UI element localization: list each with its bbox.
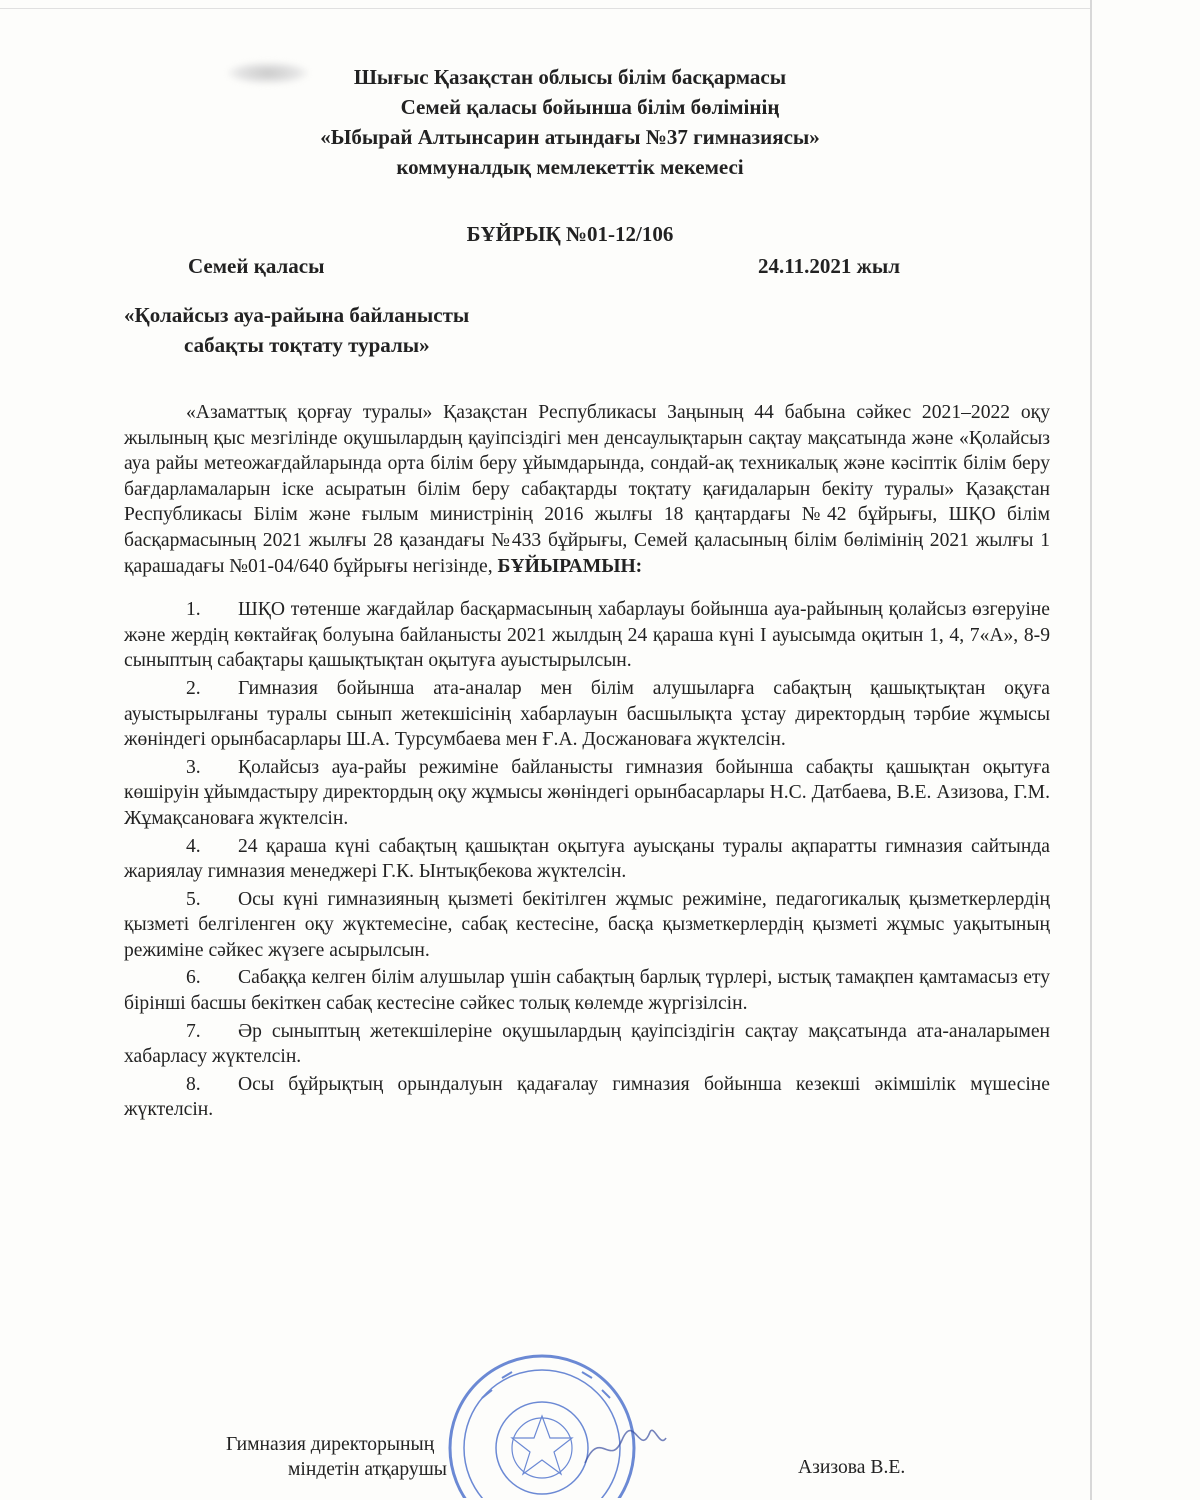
item-text: Қолайсыз ауа-райы режиміне байланысты гимназия бойынша сабақты қашықтан оқытуға көшіруін ұйымдастыру директордың оқу жұмысы жөніндегі орынбасарлары Н.С. Датбаева, В.Е. Азизова, Г.М. Жұмақсановаға жүктелсін.	[124, 756, 1050, 829]
header-line-4: коммуналдық мемлекеттік мекемесі	[396, 155, 744, 179]
item-number: 7.	[186, 1020, 201, 1042]
item-number: 2.	[186, 677, 201, 699]
header-line-3: «Ыбырай Алтынсарин атындағы №37 гимназиясы»	[320, 125, 820, 149]
order-item	[124, 597, 1050, 674]
subject-line-1: «Қолайсыз ауа-райына байланысты	[124, 303, 470, 327]
handwritten-signature-icon	[580, 1418, 670, 1478]
item-number: 6.	[186, 967, 201, 989]
scan-border-top	[0, 8, 1090, 9]
item-number: 4.	[186, 835, 201, 857]
item-number: 1.	[186, 599, 201, 621]
intro-text: «Азаматтық қорғау туралы» Қазақстан Республикасы Заңының 44 бабына сәйкес 2021–2022 оқу жылының қыс мезгілінде оқушылардың қауіпсіздігі мен денсаулықтарын сақтау мақсатында және «Қолайсыз ауа райы метеожағдайларында орта білім беру ұйымдарында, сондай-ақ техникалық және кәсіптік білім беру бағдарламаларын іске асыратын білім беру сабақтарды тоқтату қағидаларын бекіту туралы» Қазақстан Республикасы Білім және ғылым министрінің 2016 жылғы 18 қаңтардағы №42 бұйрығы, ШҚО білім басқармасының 2021 жылғы 28 қазандағы №433 бұйрығы, Семей қаласының білім бөлімінің 2021 жылғы 1 қарашадағы №01-04/640 бұйрығы негізінде,	[124, 402, 1050, 577]
order-title: БҰЙРЫҚ №01-12/106	[466, 222, 674, 246]
item-number: 3.	[186, 756, 201, 778]
item-text: 24 қараша күні сабақтың қашықтан оқытуға ауысқаны туралы ақпаратты гимназия сайтында жариялау гимназия менеджері Г.К. Ынтықбекова жүктелсін.	[124, 835, 1050, 883]
signatory-name: Азизова В.Е.	[798, 1457, 906, 1478]
item-text: Сабаққа келген білім алушылар үшін сабақтың барлық түрлері, ыстық тамақпен қамтамасыз ету бірінші басшы бекіткен сабақ кестесіне сәйкес толық көлемде жүргізілсін.	[124, 967, 1050, 1015]
item-text: Гимназия бойынша ата-аналар мен білім алушыларға сабақтың қашықтықтан оқуға ауыстырылғаны туралы сынып жетекшісінің хабарлауын басшылықта ұстау директордың тәрбие жұмысы жөніндегі орынбасарлары Ш.А. Турсумбаева мен Ғ.А. Досжановаға жүктелсін.	[124, 677, 1050, 751]
order-item	[124, 1072, 1050, 1123]
intro-paragraph	[124, 400, 1050, 579]
order-date: 24.11.2021 жыл	[758, 254, 900, 278]
order-subject	[124, 300, 469, 360]
item-text: Әр сыныптың жетекшілеріне оқушылардың қауіпсіздігін сақтау мақсатында ата-аналарымен хабарласу жүктелсін.	[124, 1020, 1050, 1068]
item-number: 8.	[186, 1073, 201, 1095]
order-item	[124, 834, 1050, 885]
order-item	[124, 887, 1050, 964]
intro-emphasis: БҰЙЫРАМЫН:	[497, 555, 643, 577]
subject-line-2: сабақты тоқтату туралы»	[184, 333, 430, 357]
header-line-2: Семей қаласы бойынша білім бөлімінің	[400, 95, 780, 119]
signatory-title-line-1: Гимназия директорының	[226, 1434, 435, 1455]
order-item	[124, 755, 1050, 832]
order-item	[124, 1019, 1050, 1070]
order-item	[124, 676, 1050, 753]
order-body	[124, 400, 1050, 1125]
header-line-1: Шығыс Қазақстан облысы білім басқармасы	[353, 65, 787, 89]
order-items	[124, 597, 1050, 1123]
item-text: ШҚО төтенше жағдайлар басқармасының хабарлауы бойынша ауа-райының қолайсыз өзгеруіне және жердің көктайғақ болуына байланысты 2021 жылдың 24 қараша күні І ауысымда оқитын 1, 4, 7«А», 8-9 сыныптың сабақтары қашықтықтан оқытуға ауыстырылсын.	[124, 599, 1050, 672]
item-text: Осы бұйрықтың орындалуын қадағалау гимназия бойынша кезекші әкімшілік мүшесіне жүктелсін.	[124, 1073, 1050, 1121]
order-city: Семей қаласы	[188, 254, 325, 278]
organization-header	[0, 62, 1140, 182]
item-number: 5.	[186, 888, 201, 910]
signatory-title	[226, 1432, 447, 1482]
signatory-title-line-2: міндетін атқарушы	[288, 1459, 447, 1480]
item-text: Осы күні гимназияның қызметі бекітілген жұмыс режиміне, педагогикалық қызметкерлердің қызметі белгіленген оқу жүктемесіне, сабақ кестесіне, басқа қызметкерлердің қызметі жұмыс уақытының режиміне сәйкес жүзеге асырылсын.	[124, 888, 1050, 961]
order-item	[124, 965, 1050, 1016]
